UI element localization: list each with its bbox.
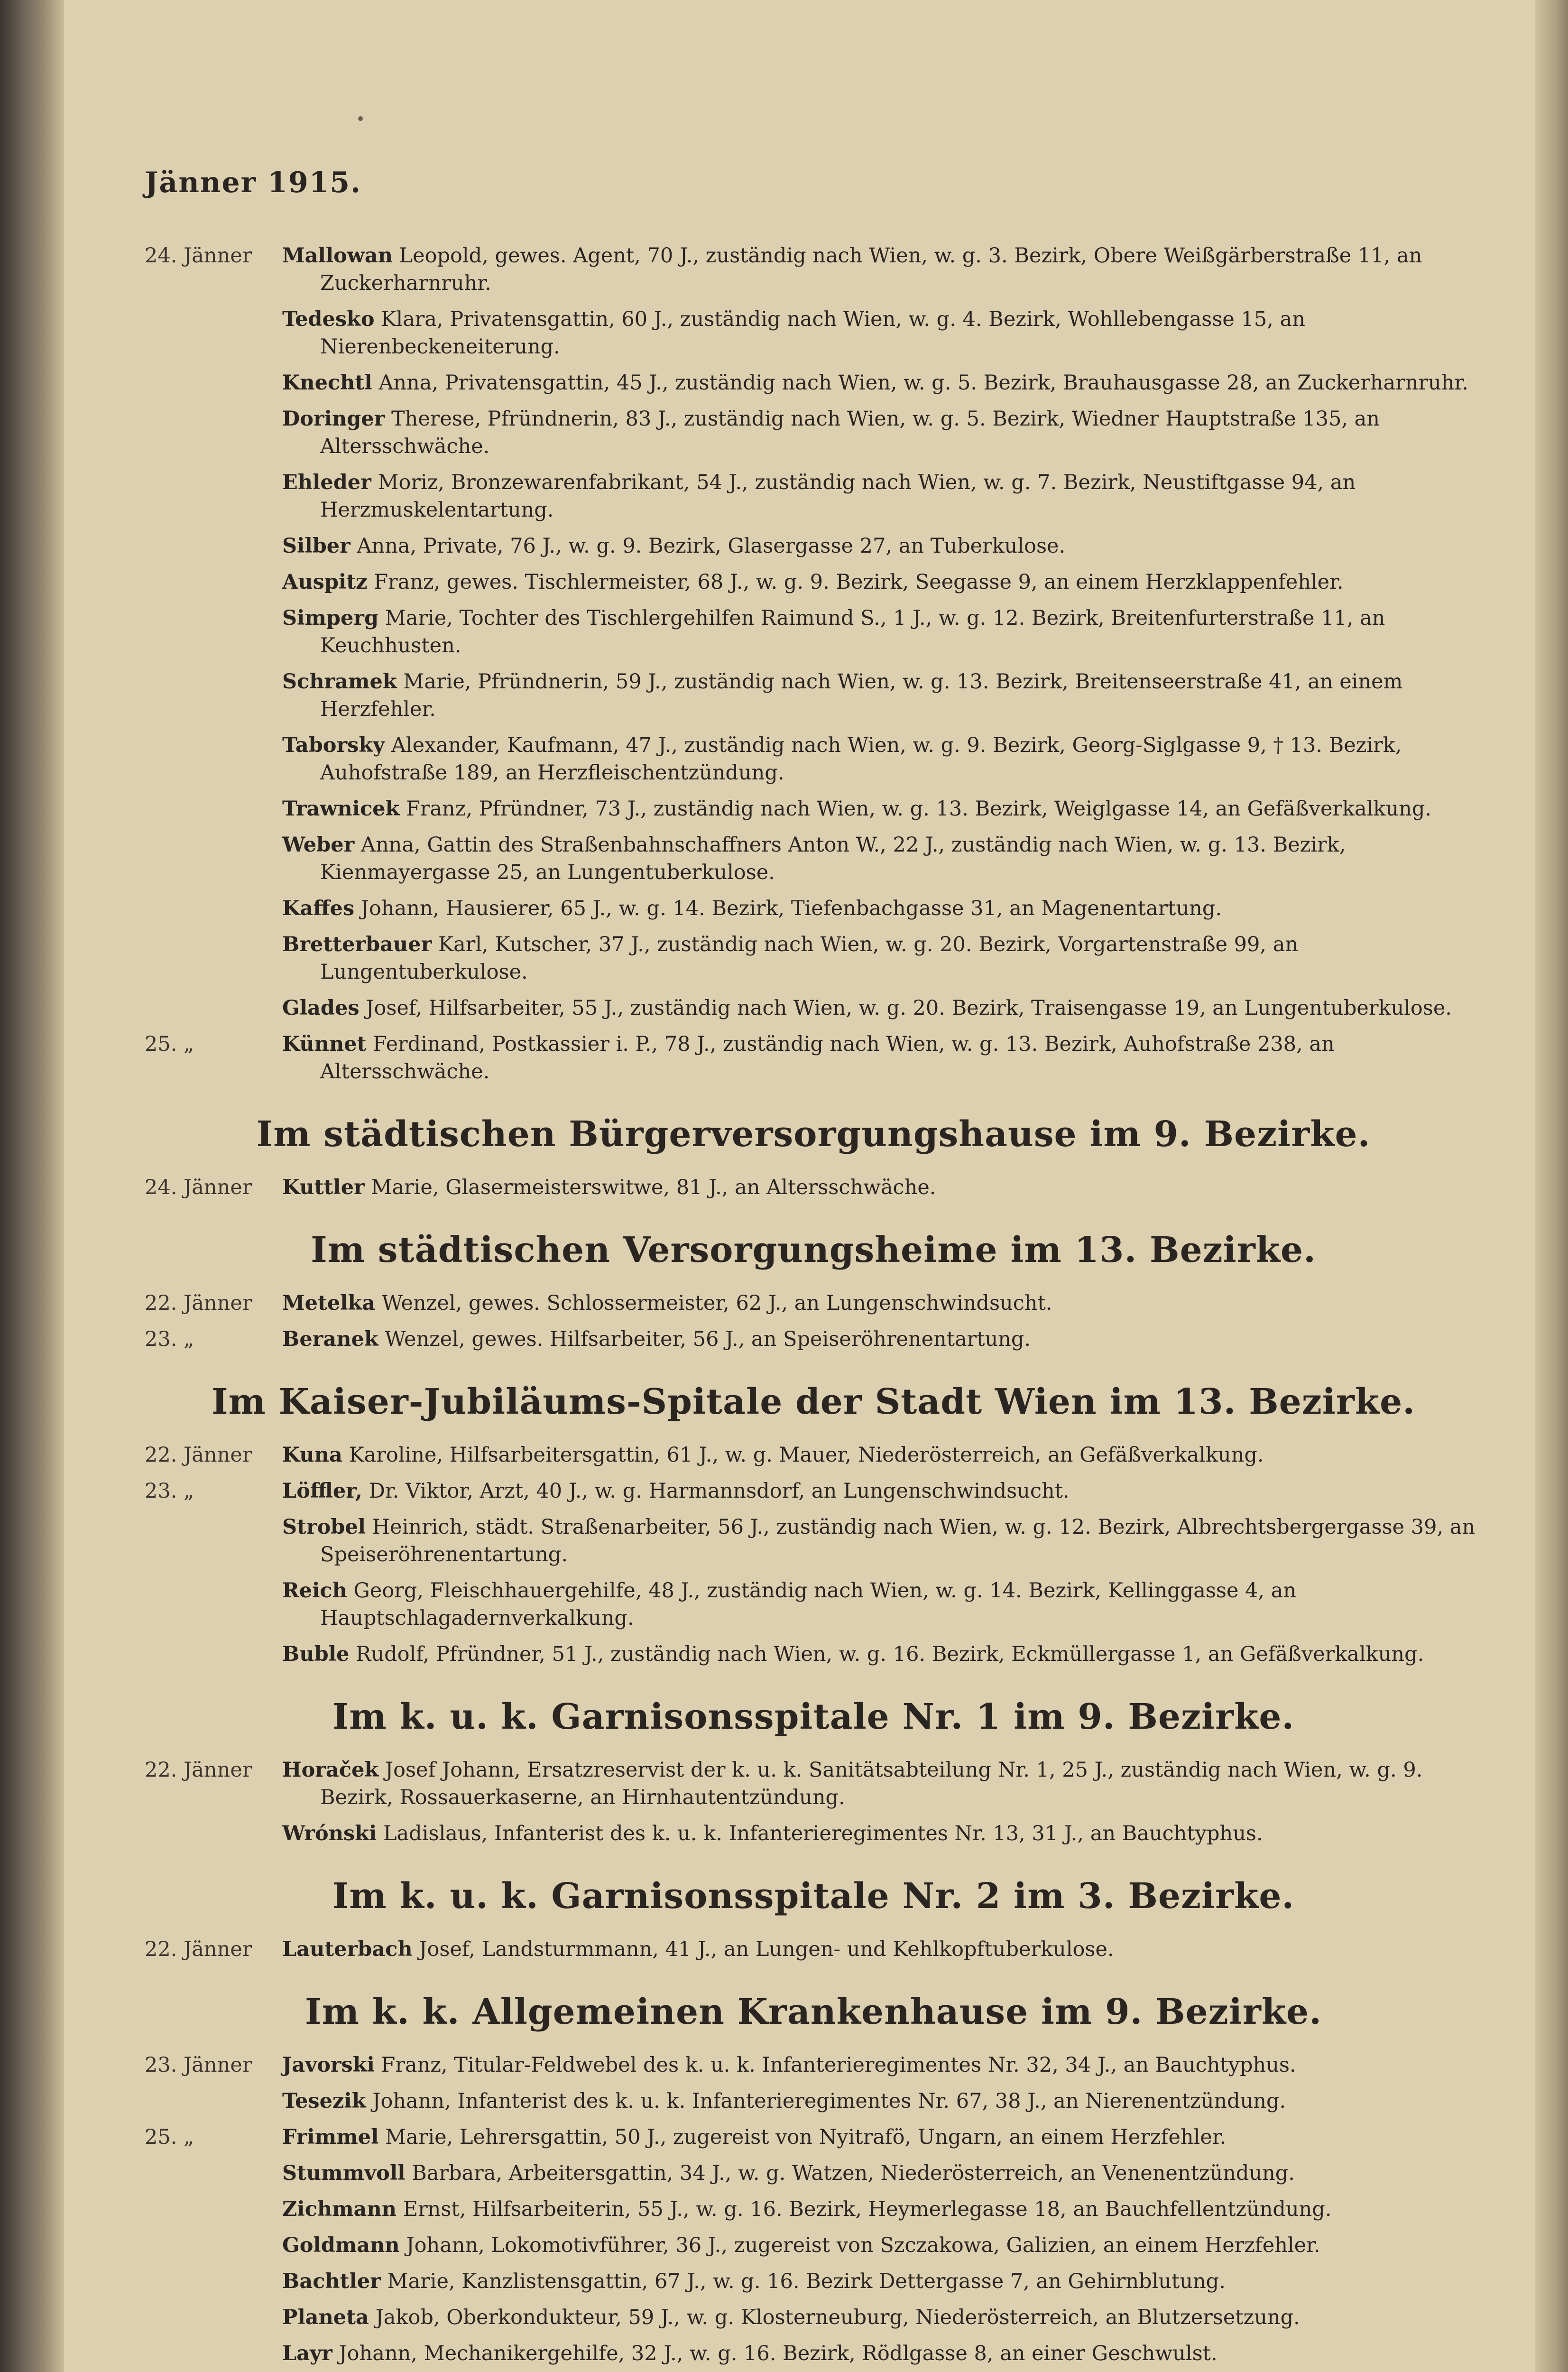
entry-date: 23. „ [145,1479,194,1503]
entry-date [145,831,282,886]
entry-surname: Javorski [282,2053,375,2077]
entry-date [145,568,282,596]
entry-date [145,1640,282,1668]
entry-surname: Bachtler [282,2270,381,2293]
death-entry [145,568,1482,596]
section-title-allgemeines-krankenhaus: Im k. k. Allgemeinen Krankenhause im 9. Bezirke. [305,1992,1322,2032]
death-entry [145,2196,1482,2223]
entries-list-general [145,242,1482,1085]
entry-surname: Wrónski [282,1822,377,1845]
entry-body [282,795,1482,823]
entry-body [282,1030,1482,1085]
entry-details: Wenzel, gewes. Schlossermeister, 62 J., an Lungenschwindsucht. [381,1291,1052,1315]
entry-surname: Löffler, [282,1479,362,1503]
death-entry [145,604,1482,659]
entry-body [282,1640,1482,1668]
entry-surname: Kaffes [282,897,355,920]
section-title-garnisonsspital-1: Im k. u. k. Garnisonsspitale Nr. 1 im 9. Bezirke. [332,1696,1295,1737]
entry-body [282,931,1482,986]
entry-date [145,405,282,460]
death-entry [145,2051,1482,2079]
entry-details: Alexander, Kaufmann, 47 J., zuständig nach Wien, w. g. 9. Bezirk, Georg-Siglgasse 9, † 13. Bezirk, Auhofstraße 189, an Herzfleischentzündung. [320,733,1402,785]
entry-date [145,668,282,723]
entry-date [145,1820,282,1847]
entry-surname: Strobel [282,1515,366,1539]
entry-surname: Frimmel [282,2125,379,2149]
entry-surname: Weber [282,833,355,857]
entry-surname: Taborsky [282,733,385,757]
entry-details: Josef, Landsturmmann, 41 J., an Lungen- und Kehlkopftuberkulose. [419,1937,1114,1961]
death-entry [145,1441,1482,1469]
entry-body [282,568,1482,596]
death-entry [145,1577,1482,1632]
entry-date [145,895,282,922]
section-title-garnisonsspital-2: Im k. u. k. Garnisonsspitale Nr. 2 im 3. Bezirke. [332,1876,1295,1917]
entry-body [282,2232,1482,2259]
entry-surname: Layr [282,2342,332,2365]
entry-details: Anna, Privatensgattin, 45 J., zuständig nach Wien, w. g. 5. Bezirk, Brauhausgasse 28, an Zuckerharnruhr. [378,371,1468,395]
entry-date [145,369,282,397]
entry-body [282,532,1482,560]
entry-details: Marie, Pfründnerin, 59 J., zuständig nach Wien, w. g. 13. Bezirk, Breitenseerstraße 41, an einem Herzfehler. [320,670,1403,721]
entry-date [145,2196,282,2223]
entry-surname: Auspitz [282,570,368,594]
death-entry [145,668,1482,723]
entry-surname: Künnet [282,1032,367,1056]
entry-details: Johann, Infanterist des k. u. k. Infanterieregimentes Nr. 67, 38 J., an Nierenentzündung. [372,2089,1286,2113]
entry-details: Franz, Pfründner, 73 J., zuständig nach Wien, w. g. 13. Bezirk, Weiglgasse 14, an Gefäßverkalkung. [406,797,1432,821]
document-page [64,0,1535,2372]
entry-date: 24. Jänner [145,244,252,268]
section-title-kaiser-jubilaeums-spital: Im Kaiser-Jubiläums-Spitale der Stadt Wien im 13. Bezirke. [211,1381,1415,1422]
entry-surname: Buble [282,1642,350,1666]
entry-surname: Kuttler [282,1176,365,1199]
entry-surname: Metelka [282,1291,376,1315]
entry-body [282,831,1482,886]
entry-details: Ferdinand, Postkassier i. P., 78 J., zuständig nach Wien, w. g. 13. Bezirk, Auhofstraße 238, an Altersschwäche. [320,1032,1335,1084]
entry-body [282,2087,1482,2115]
entry-date [145,2232,282,2259]
death-entry [145,2232,1482,2259]
entry-date [145,2087,282,2115]
entry-body [282,1441,1482,1469]
entry-body [282,1756,1482,1811]
entry-surname: Doringer [282,407,385,431]
entry-body [282,2159,1482,2187]
entry-details: Josef, Hilfsarbeiter, 55 J., zuständig nach Wien, w. g. 20. Bezirk, Traisengasse 19, an Lungentuberkulose. [366,996,1452,1020]
death-entry [145,1325,1482,1353]
entry-details: Karoline, Hilfsarbeitersgattin, 61 J., w. g. Mauer, Niederösterreich, an Gefäßverkalkung. [349,1443,1264,1467]
entry-details: Moriz, Bronzewarenfabrikant, 54 J., zuständig nach Wien, w. g. 7. Bezirk, Neustiftgasse 94, an Herzmuskelentartung. [320,471,1356,522]
entry-date [145,2159,282,2187]
entry-body [282,306,1482,361]
death-entry [145,795,1482,823]
entry-surname: Ehleder [282,471,371,494]
entry-date: 22. Jänner [145,1758,252,1782]
entry-details: Karl, Kutscher, 37 J., zuständig nach Wien, w. g. 20. Bezirk, Vorgartenstraße 99, an Lungentuberkulose. [320,933,1299,984]
entries-list-versorgungsheim [145,1289,1482,1353]
death-entry [145,1820,1482,1847]
entry-surname: Reich [282,1579,347,1603]
death-entry [145,1030,1482,1085]
entry-details: Franz, Titular-Feldwebel des k. u. k. Infanterieregimentes Nr. 32, 34 J., an Bauchtyphus. [381,2053,1296,2077]
entry-date [145,306,282,361]
death-entry [145,931,1482,986]
death-entry [145,2304,1482,2331]
entries-list-buergerversorgungshaus [145,1174,1482,1201]
entry-body [282,1820,1482,1847]
entry-date [145,2268,282,2295]
entry-details: Johann, Mechanikergehilfe, 32 J., w. g. 16. Bezirk, Rödlgasse 8, an einer Geschwulst. [339,2342,1218,2365]
entry-body [282,2268,1482,2295]
entry-date: 22. Jänner [145,1443,252,1467]
entry-date [145,532,282,560]
entry-body [282,1577,1482,1632]
death-entry [145,1756,1482,1811]
section-title-versorgungsheim: Im städtischen Versorgungsheime im 13. Bezirke. [311,1230,1316,1270]
entries-list-kaiser-jubilaeums-spital [145,1441,1482,1668]
entry-surname: Trawnicek [282,797,400,821]
entry-details: Ladislaus, Infanterist des k. u. k. Infanterieregimentes Nr. 13, 31 J., an Bauchtyphus. [383,1822,1263,1845]
death-entry [145,831,1482,886]
entry-date [145,2304,282,2331]
entry-date: 23. „ [145,1327,194,1351]
entry-body [282,242,1482,297]
death-entry [145,405,1482,460]
entry-surname: Silber [282,534,350,558]
entry-body [282,1325,1482,1353]
entry-details: Klara, Privatensgattin, 60 J., zuständig nach Wien, w. g. 4. Bezirk, Wohllebengasse 15, an Nierenbeckeneiterung. [320,307,1305,359]
entry-details: Marie, Tochter des Tischlergehilfen Raimund S., 1 J., w. g. 12. Bezirk, Breitenfurterstraße 11, an Keuchhusten. [320,606,1385,658]
death-entry [145,2123,1482,2151]
entry-surname: Knechtl [282,371,372,395]
death-entry [145,532,1482,560]
entry-details: Therese, Pfründnerin, 83 J., zuständig nach Wien, w. g. 5. Bezirk, Wiedner Hauptstraße 135, an Altersschwäche. [320,407,1380,458]
entry-details: Barbara, Arbeitersgattin, 34 J., w. g. Watzen, Niederösterreich, an Venenentzündung. [412,2161,1295,2185]
entry-date [145,1513,282,1568]
entry-body [282,1936,1482,1963]
entry-details: Marie, Lehrersgattin, 50 J., zugereist von Nyitrafö, Ungarn, an einem Herzfehler. [385,2125,1227,2149]
entry-body [282,2304,1482,2331]
entry-body [282,1513,1482,1568]
page-date-heading: Jänner 1915. [145,166,362,199]
entry-surname: Beranek [282,1327,378,1351]
entry-date: 24. Jänner [145,1176,252,1199]
entry-surname: Mallowan [282,244,393,268]
entry-surname: Goldmann [282,2233,400,2257]
entry-details: Dr. Viktor, Arzt, 40 J., w. g. Harmannsdorf, an Lungenschwindsucht. [369,1479,1070,1503]
death-entry [145,994,1482,1022]
entry-body [282,405,1482,460]
death-entry [145,2340,1482,2367]
death-entry [145,242,1482,297]
entry-surname: Horaček [282,1758,379,1782]
entry-date [145,1577,282,1632]
entry-date [145,994,282,1022]
entry-surname: Tesezik [282,2089,366,2113]
entry-details: Heinrich, städt. Straßenarbeiter, 56 J., zuständig nach Wien, w. g. 12. Bezirk, Albrechtsbergergasse 39, an Speiseröhrenentartung. [320,1515,1476,1566]
entry-surname: Schramek [282,670,397,694]
entry-date: 22. Jänner [145,1937,252,1961]
print-speck [358,116,363,121]
death-entry [145,369,1482,397]
entry-body [282,1289,1482,1317]
entry-body [282,2051,1482,2079]
entry-date [145,604,282,659]
entry-date: 22. Jänner [145,1291,252,1315]
entry-surname: Bretterbauer [282,933,432,956]
entry-body [282,1477,1482,1505]
entry-details: Franz, gewes. Tischlermeister, 68 J., w. g. 9. Bezirk, Seegasse 9, an einem Herzklappenfehler. [374,570,1344,594]
death-entry [145,1640,1482,1668]
entry-surname: Stummvoll [282,2161,406,2185]
entry-surname: Planeta [282,2306,369,2329]
entry-details: Leopold, gewes. Agent, 70 J., zuständig nach Wien, w. g. 3. Bezirk, Obere Weißgärberstraße 11, an Zuckerharnruhr. [320,244,1422,295]
entry-date: 25. „ [145,2125,194,2149]
death-entry [145,732,1482,787]
entry-details: Johann, Hausierer, 65 J., w. g. 14. Bezirk, Tiefenbachgasse 31, an Magenentartung. [360,897,1222,920]
page-content [145,166,1482,2372]
entry-body [282,668,1482,723]
entry-surname: Glades [282,996,360,1020]
scan-binding-shadow [0,0,64,2372]
entry-details: Anna, Gattin des Straßenbahnschaffners Anton W., 22 J., zuständig nach Wien, w. g. 13. Bezirk, Kienmayergasse 25, an Lungentuberkulose. [320,833,1346,884]
entry-body [282,2340,1482,2367]
section-title-buergerversorgungshaus: Im städtischen Bürgerversorgungshause im 9. Bezirke. [256,1114,1371,1155]
entry-body [282,1174,1482,1201]
death-entry [145,1174,1482,1201]
entry-details: Marie, Glasermeisterswitwe, 81 J., an Altersschwäche. [371,1176,936,1199]
entry-details: Georg, Fleischhauergehilfe, 48 J., zuständig nach Wien, w. g. 14. Bezirk, Kellinggasse 4, an Hauptschlagadernverkalkung. [320,1579,1297,1630]
entry-surname: Tedesko [282,307,375,331]
entry-surname: Zichmann [282,2197,397,2221]
entry-details: Josef Johann, Ersatzreservist der k. u. k. Sanitätsabteilung Nr. 1, 25 J., zuständig nach Wien, w. g. 9. Bezirk, Rossauerkaserne, an Hirnhautentzündung. [320,1758,1423,1809]
entry-surname: Kuna [282,1443,342,1467]
entry-details: Rudolf, Pfründner, 51 J., zuständig nach Wien, w. g. 16. Bezirk, Eckmüllergasse 1, an Gefäßverkalkung. [356,1642,1424,1666]
entry-surname: Lauterbach [282,1937,413,1961]
entry-body [282,469,1482,524]
entry-details: Ernst, Hilfsarbeiterin, 55 J., w. g. 16. Bezirk, Heymerlegasse 18, an Bauchfellentzündung. [403,2197,1332,2221]
scan-page-edge [1535,0,1568,2372]
entries-list-garnisonsspital-2 [145,1936,1482,1963]
entry-details: Jakob, Oberkondukteur, 59 J., w. g. Klosterneuburg, Niederösterreich, an Blutzersetzung. [375,2306,1300,2329]
entry-details: Anna, Private, 76 J., w. g. 9. Bezirk, Glasergasse 27, an Tuberkulose. [357,534,1066,558]
entry-date: 23. Jänner [145,2053,252,2077]
entry-date [145,732,282,787]
entry-date: 25. „ [145,1032,194,1056]
entry-date [145,2340,282,2367]
entry-date [145,469,282,524]
entries-list-allgemeines-krankenhaus [145,2051,1482,2372]
entry-body [282,732,1482,787]
entry-body [282,369,1482,397]
entry-details: Johann, Lokomotivführer, 36 J., zugereist von Szczakowa, Galizien, an einem Herzfehler. [406,2233,1320,2257]
entry-surname: Simperg [282,606,379,630]
entry-body [282,895,1482,922]
death-entry [145,1289,1482,1317]
death-entry [145,2159,1482,2187]
entry-date [145,795,282,823]
death-entry [145,1936,1482,1963]
death-entry [145,1477,1482,1505]
entry-details: Marie, Kanzlistensgattin, 67 J., w. g. 16. Bezirk Dettergasse 7, an Gehirnblutung. [387,2270,1226,2293]
death-entry [145,2268,1482,2295]
entry-body [282,2196,1482,2223]
entry-date [145,931,282,986]
death-entry [145,306,1482,361]
death-entry [145,1513,1482,1568]
death-entry [145,469,1482,524]
entries-list-garnisonsspital-1 [145,1756,1482,1847]
entry-body [282,2123,1482,2151]
entry-body [282,604,1482,659]
death-entry [145,895,1482,922]
entry-details: Wenzel, gewes. Hilfsarbeiter, 56 J., an Speiseröhrenentartung. [385,1327,1031,1351]
entry-body [282,994,1482,1022]
death-entry [145,2087,1482,2115]
